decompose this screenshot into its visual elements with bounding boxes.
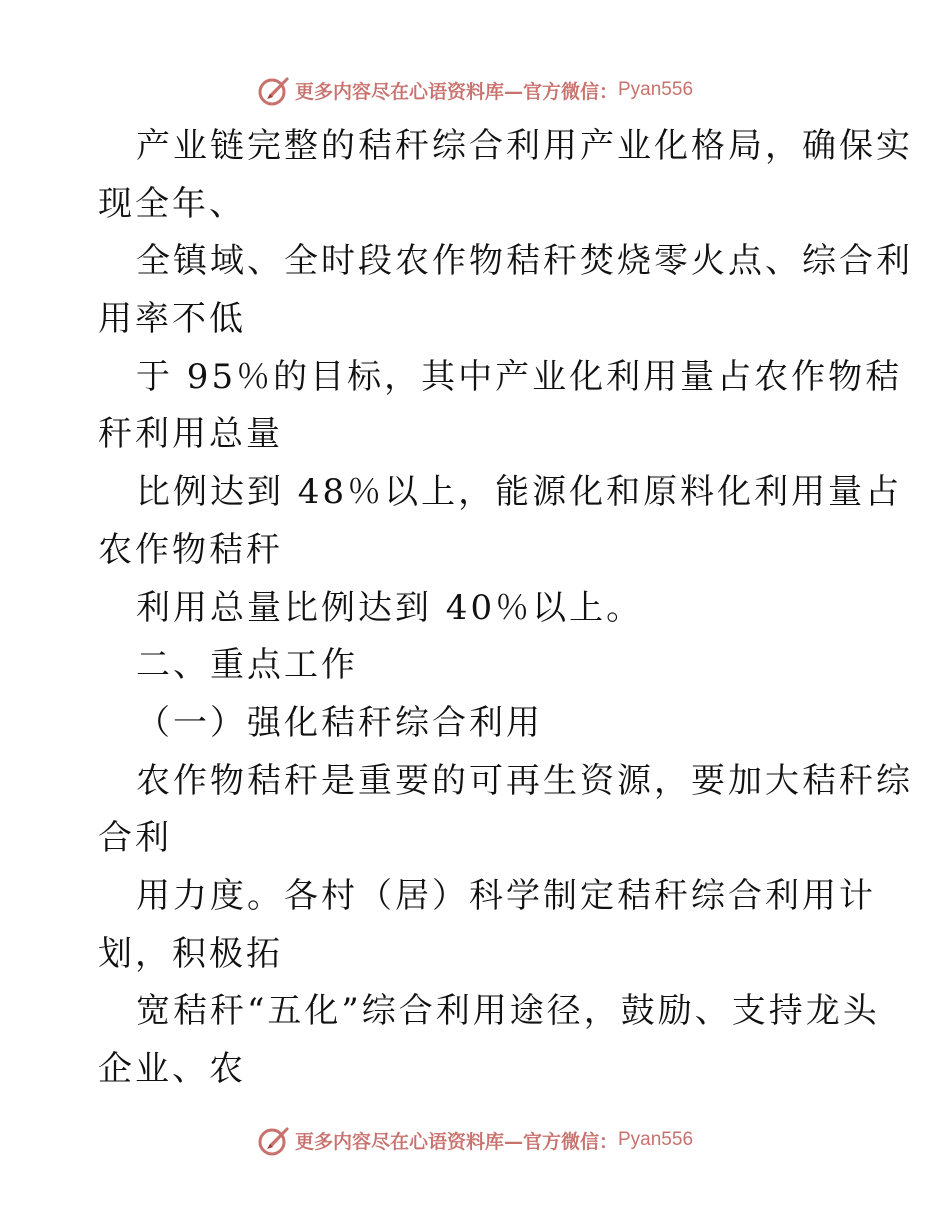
footer-watermark — [0, 1120, 950, 1160]
watermark-text: 更多内容尽在心语资料库—官方微信： — [294, 80, 618, 103]
watermark-wechat-id: Pyan556 — [618, 1129, 694, 1150]
text-line: 比例达到 48％以上，能源化和原料化利用量占 — [136, 472, 903, 513]
text-line: 合利 — [98, 818, 172, 859]
text-line: 企业、农 — [98, 1049, 246, 1089]
text-line: 利用总量比例达到 40％以上。 — [136, 587, 644, 628]
text-line: 划，积极拓 — [98, 933, 283, 974]
text-line: （一）强化秸秆综合利用 — [136, 702, 543, 743]
document-body — [98, 118, 913, 1099]
text-line: 用力度。各村（居）科学制定秸秆综合利用计 — [136, 875, 876, 916]
text-line: 宽秸秆“五化”综合利用途径，鼓励、支持龙头 — [136, 991, 880, 1032]
watermark-wechat-id: Pyan556 — [618, 79, 694, 100]
quill-logo-icon — [257, 73, 291, 107]
text-line: 农作物秸秆是重要的可再生资源，要加大秸秆综 — [136, 760, 913, 801]
text-line: 用率不低 — [98, 299, 246, 340]
text-line: 农作物秸秆 — [98, 529, 283, 570]
text-line: 全镇域、全时段农作物秸秆焚烧零火点、综合利 — [136, 241, 913, 282]
text-line: 于 95％的目标，其中产业化利用量占农作物秸 — [136, 356, 903, 397]
text-line: 现全年、 — [98, 183, 246, 224]
watermark-text: 更多内容尽在心语资料库—官方微信： — [294, 1130, 618, 1153]
text-line: 二、重点工作 — [136, 645, 358, 686]
header-watermark — [0, 70, 950, 110]
text-line: 秆利用总量 — [98, 414, 283, 455]
text-line: 产业链完整的秸秆综合利用产业化格局，确保实 — [136, 126, 913, 166]
quill-logo-icon — [257, 1123, 291, 1157]
